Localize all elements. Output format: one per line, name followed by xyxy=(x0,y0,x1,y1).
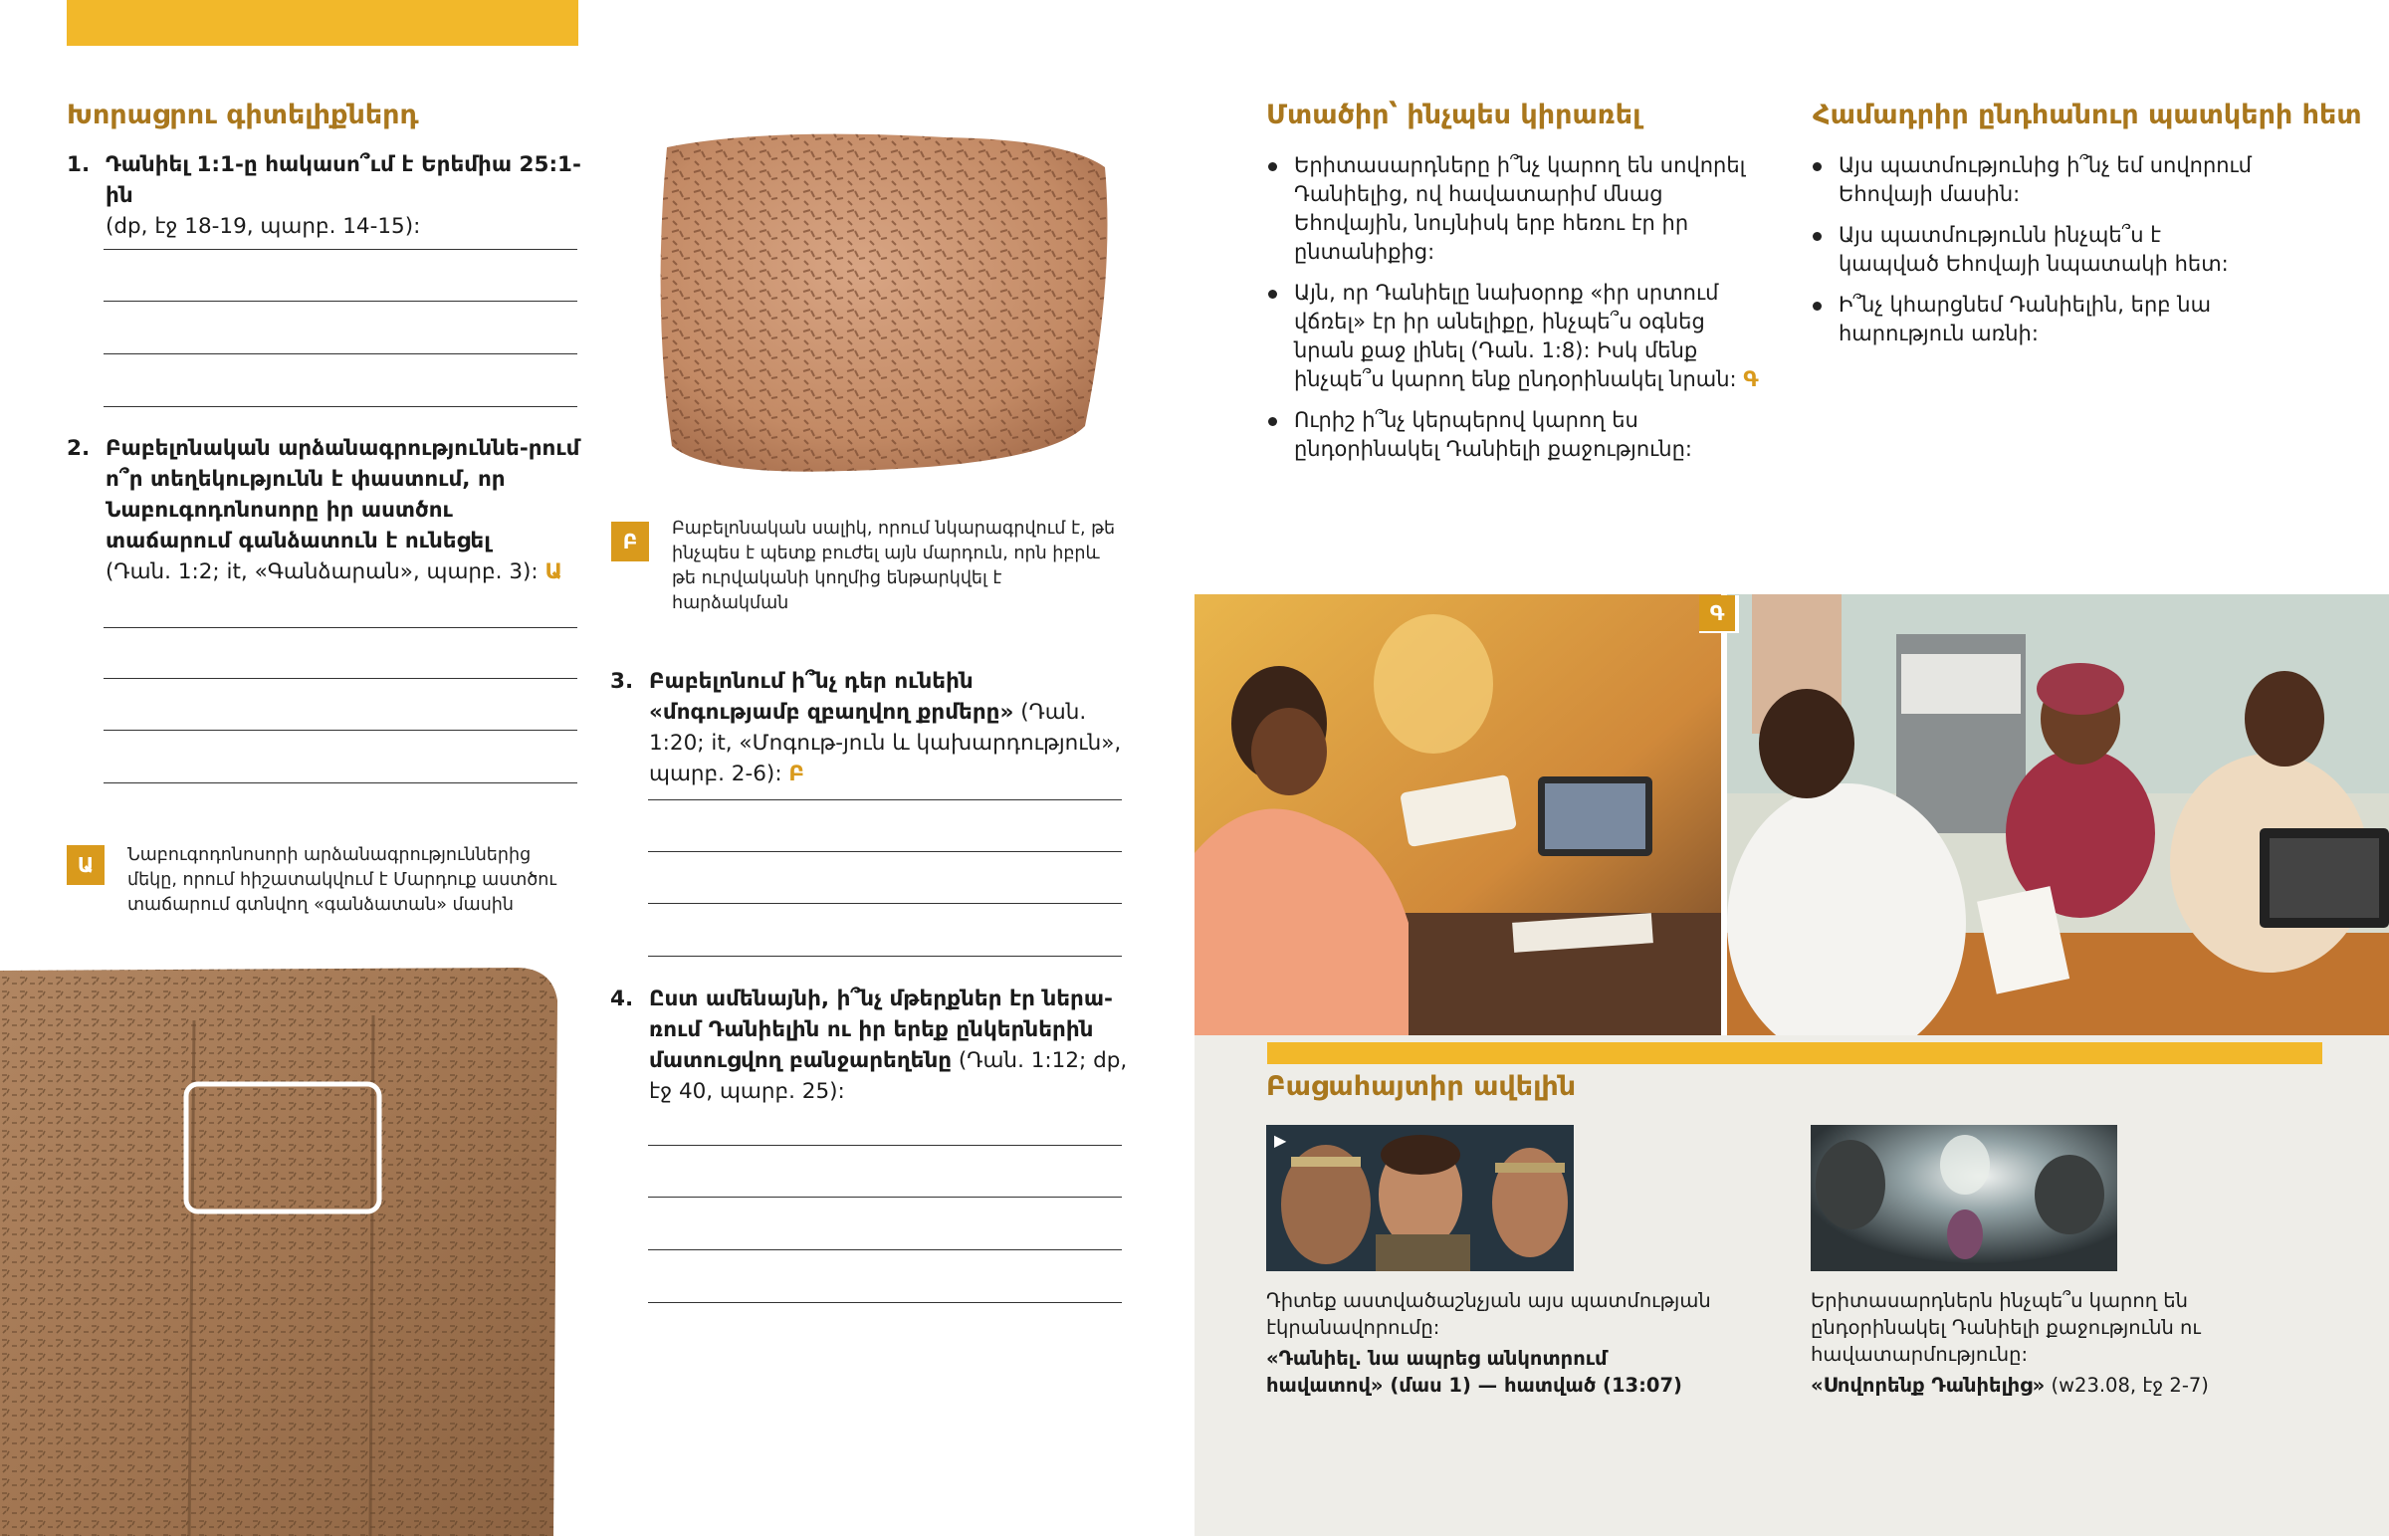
woman-studying-photo xyxy=(1194,594,1721,1035)
play-icon[interactable]: ▶ xyxy=(1274,1131,1287,1150)
article-description xyxy=(1811,1287,2249,1399)
answer-line[interactable] xyxy=(648,1145,1122,1146)
answer-line[interactable] xyxy=(104,249,577,250)
answer-line[interactable] xyxy=(104,730,577,731)
question-1 xyxy=(67,149,584,242)
discover-accent-bar xyxy=(1267,1042,2322,1064)
answer-line[interactable] xyxy=(648,851,1122,852)
video-description xyxy=(1266,1287,1724,1399)
caption-b-text: Բաբելոնական սալիկ, որում նկարագրվում է, թե ինչպես է պետք բուժել այն մարդուն, որն իբրև թե ուրվականի կողմից ենթարկվել է հարձակման xyxy=(672,519,1116,613)
image-marker: Ա xyxy=(544,559,562,584)
doctor-consultation-photo xyxy=(1727,594,2389,1035)
list-item: Ուրիշ ի՞նչ կերպերով կարող ես ընդօրինակել Դանիելի քաջությունը: xyxy=(1268,406,1766,464)
video-title-link[interactable]: «Դանիել. նա ապրեց անկոտրում հավատով» (մաս 1) — հատված (13:07) xyxy=(1266,1347,1682,1397)
question-text: Բաբելոնական արձանագրություննե-րում ո՞ր տեղեկությունն է փաստում, որ Նաբուգոդոնոսորը իր աստծու տաճարում գանձատուն է ունեցել xyxy=(106,436,580,553)
babylonian-tablet-image xyxy=(647,127,1115,488)
question-text: Ըստ ամենայնի, ի՞նչ մթերքներ էր ներա-ռում Դանիելին ու իր երեք ընկերներին մատուցվող բանջարեղենը xyxy=(649,987,1113,1073)
image-marker: Բ xyxy=(788,762,805,786)
caption-badge-a: Ա xyxy=(67,845,105,885)
section-heading-apply: Մտածիր՝ ինչպես կիրառել xyxy=(1266,100,1641,130)
header-accent-bar xyxy=(67,0,578,46)
section-heading-deepen: Խորացրու գիտելիքներդ xyxy=(67,100,419,130)
list-item: Այս պատմությունից ի՞նչ եմ սովորում Եհովայի մասին: xyxy=(1813,151,2261,209)
answer-line[interactable] xyxy=(104,782,577,783)
section-heading-discover: Բացահայտիր ավելին xyxy=(1266,1071,1577,1102)
video-thumbnail[interactable] xyxy=(1266,1125,1574,1271)
video-text: Դիտեք աստվածաշնչյան այս պատմության էկրանավորումը: xyxy=(1266,1289,1711,1339)
answer-line[interactable] xyxy=(648,956,1122,957)
image-marker: Գ xyxy=(1743,367,1759,391)
answer-line[interactable] xyxy=(648,1197,1122,1198)
photo-badge-c: Գ xyxy=(1699,595,1735,631)
list-item: Այն, որ Դանիելը նախօրոք «իր սրտում վճռել» էր իր անելիքը, ինչպե՞ս օգնեց նրան քաջ լինել (Դան. 1:8): Իսկ մենք ինչպե՞ս կարող ենք ընդօրինակել նրան: Գ xyxy=(1268,279,1766,394)
list-item: Ի՞նչ կհարցնեմ Դանիելին, երբ նա հարություն առնի: xyxy=(1813,291,2261,348)
nebuchadnezzar-inscription-image xyxy=(0,961,559,1536)
article-text: Երիտասարդներն ինչպե՞ս կարող են ընդօրինակել Դանիելի քաջությունն ու հավատարմությունը: xyxy=(1811,1289,2201,1366)
caption-a-text: Նաբուգոդոնոսորի արձանագրություններից մեկը, որում հիշատակվում է Մարդուք աստծու տաճարում գտնվող «գանձատան» մասին xyxy=(127,845,556,915)
answer-line[interactable] xyxy=(648,1302,1122,1303)
question-number: 3. xyxy=(610,669,634,694)
apply-list xyxy=(1268,151,1766,476)
answer-line[interactable] xyxy=(648,1249,1122,1250)
picture-list xyxy=(1813,151,2261,360)
answer-line[interactable] xyxy=(104,406,577,407)
answer-line[interactable] xyxy=(104,301,577,302)
article-thumbnail[interactable] xyxy=(1811,1125,2117,1271)
caption-badge-b: Բ xyxy=(611,522,649,561)
section-heading-bigpicture: Համադրիր ընդհանուր պատկերի հետ xyxy=(1813,100,2362,130)
answer-line[interactable] xyxy=(104,627,577,628)
question-text: Բաբելոնում ի՞նչ դեր ունեին «մոգությամբ զբաղվող քրմերը» xyxy=(649,669,1014,725)
article-reference: (w23.08, էջ 2-7) xyxy=(2051,1374,2209,1397)
question-number: 4. xyxy=(610,987,634,1011)
question-number: 2. xyxy=(67,436,91,461)
question-reference: (dp, էջ 18-19, պարբ. 14-15): xyxy=(106,214,421,239)
answer-line[interactable] xyxy=(648,799,1122,800)
question-reference: (Դան. 1:12; dp, էջ 40, պարբ. 25): xyxy=(649,1048,1128,1104)
discover-more-panel xyxy=(1194,1035,2389,1536)
list-item: Երիտասարդները ի՞նչ կարող են սովորել Դանիելից, ով հավատարիմ մնաց Եհովային, նույնիսկ երբ հեռու էր իր ընտանիքից: xyxy=(1268,151,1766,267)
answer-line[interactable] xyxy=(104,353,577,354)
answer-line[interactable] xyxy=(648,903,1122,904)
question-3 xyxy=(610,666,1128,789)
list-item: Այս պատմությունն ինչպե՞ս է կապված Եհովայի նպատակի հետ: xyxy=(1813,221,2261,279)
question-4 xyxy=(610,984,1128,1107)
question-2 xyxy=(67,433,584,587)
question-reference: (Դան. 1:2; it, «Գանձարան», պարբ. 3): xyxy=(106,559,539,584)
question-reference: (Դան. 1:20; it, «Մոգութ-յուն և կախարդություն», պարբ. 2-6): xyxy=(649,700,1122,786)
article-title-link[interactable]: «Սովորենք Դանիելից» xyxy=(1811,1374,2046,1397)
question-number: 1. xyxy=(67,152,91,177)
answer-line[interactable] xyxy=(104,678,577,679)
question-text: Դանիել 1:1-ը հակասո՞ւմ է Երեմիա 25:1-ին xyxy=(106,152,581,208)
